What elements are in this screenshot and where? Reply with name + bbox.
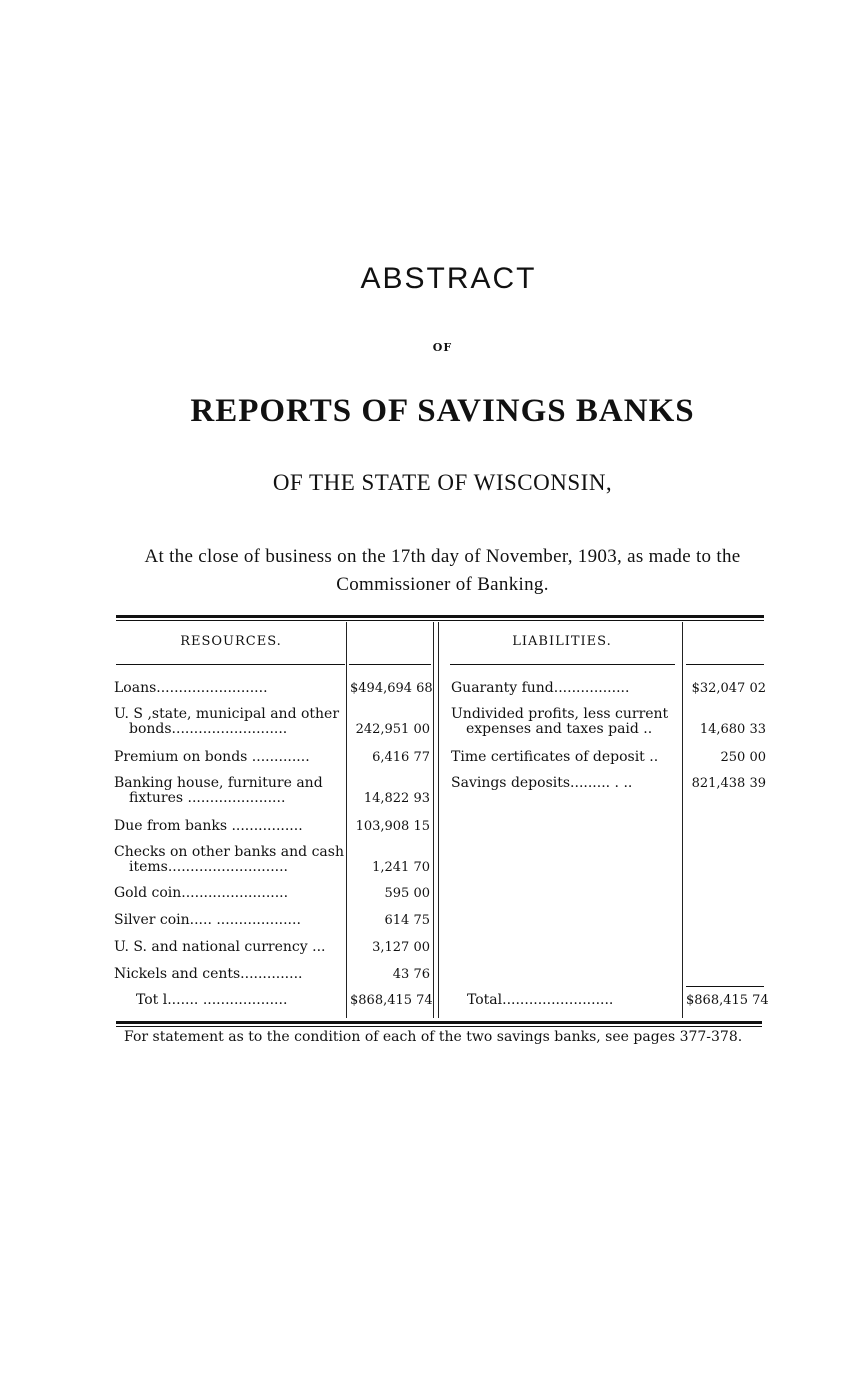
resource-label-line: Banking house, furniture and — [114, 775, 323, 791]
table-bottom-rule — [116, 1021, 762, 1024]
table-top-rule-thin — [116, 620, 764, 621]
resource-label-line: fixtures ...................... — [129, 790, 286, 806]
resource-label — [114, 845, 344, 875]
liability-label: Savings deposits......... . .. — [451, 775, 633, 791]
liability-amount: 14,680 33 — [699, 722, 766, 737]
resource-label: Loans......................... — [114, 680, 268, 696]
liability-label — [451, 707, 668, 737]
resource-amount: 3,127 00 — [372, 940, 430, 955]
footnote: For statement as to the condition of each of the two savings banks, see pages 377-378. — [124, 1029, 743, 1045]
resource-amount: 43 76 — [392, 967, 430, 982]
resource-amount: 103,908 15 — [355, 819, 430, 834]
table-bottom-rule-thin — [116, 1026, 762, 1027]
header-rule — [450, 664, 675, 665]
header-rule — [116, 664, 345, 665]
resource-amount: 1,241 70 — [372, 860, 430, 875]
resource-amount: 595 00 — [384, 886, 430, 901]
resource-label: Premium on bonds ............. — [114, 749, 310, 765]
column-divider — [346, 622, 347, 1018]
liabilities-header: LIABILITIES. — [512, 634, 612, 649]
resource-label-line: Checks on other banks and cash — [114, 844, 344, 860]
resource-amount: 614 75 — [384, 913, 430, 928]
header-rule — [349, 664, 431, 665]
liabilities-total-label: Total......................... — [467, 992, 614, 1008]
resource-amount: 242,951 00 — [355, 722, 430, 737]
resource-label: Due from banks ................ — [114, 818, 303, 834]
resources-header: RESOURCES. — [180, 634, 282, 649]
liability-amount: 250 00 — [720, 750, 766, 765]
header-rule — [686, 664, 764, 665]
resources-total: $868,415 74 — [350, 993, 433, 1008]
liability-label: Time certificates of deposit .. — [451, 749, 659, 765]
liability-label: Guaranty fund................. — [451, 680, 630, 696]
liability-label-line: expenses and taxes paid .. — [466, 721, 653, 737]
title-connector: OF — [432, 341, 453, 354]
resource-label: Gold coin........................ — [114, 885, 289, 901]
column-divider — [433, 622, 434, 1018]
column-divider — [682, 622, 683, 1018]
liabilities-total: $868,415 74 — [686, 993, 769, 1008]
liability-label-line: Undivided profits, less current — [451, 706, 669, 722]
resource-label: Silver coin..... ................... — [114, 912, 301, 928]
resource-amount: 14,822 93 — [363, 791, 430, 806]
resource-label: Nickels and cents.............. — [114, 966, 303, 982]
resource-label-line: items........................... — [129, 859, 289, 875]
resource-label-line: bonds.......................... — [129, 721, 288, 737]
intro-text: At the close of business on the 17th day of November, 1903, as made to the Commissioner of Banking. — [144, 546, 741, 595]
page-title: ABSTRACT — [360, 262, 537, 295]
resource-amount: 6,416 77 — [372, 750, 430, 765]
sub-heading: OF THE STATE OF WISCONSIN, — [272, 470, 613, 495]
resource-amount: $494,694 68 — [350, 681, 433, 696]
resources-total-label: Tot l....... ................... — [136, 992, 288, 1008]
resource-label: U. S. and national currency ... — [114, 939, 326, 955]
liability-amount: 821,438 39 — [691, 776, 766, 791]
resource-label-line: U. S ,state, municipal and other — [114, 706, 340, 722]
column-divider — [438, 622, 439, 1018]
main-heading: REPORTS OF SAVINGS BANKS — [190, 393, 695, 429]
resource-label — [114, 707, 339, 737]
resource-label — [114, 776, 323, 806]
table-top-rule — [116, 615, 764, 618]
total-rule — [686, 986, 764, 987]
liability-amount: $32,047 02 — [691, 681, 766, 696]
